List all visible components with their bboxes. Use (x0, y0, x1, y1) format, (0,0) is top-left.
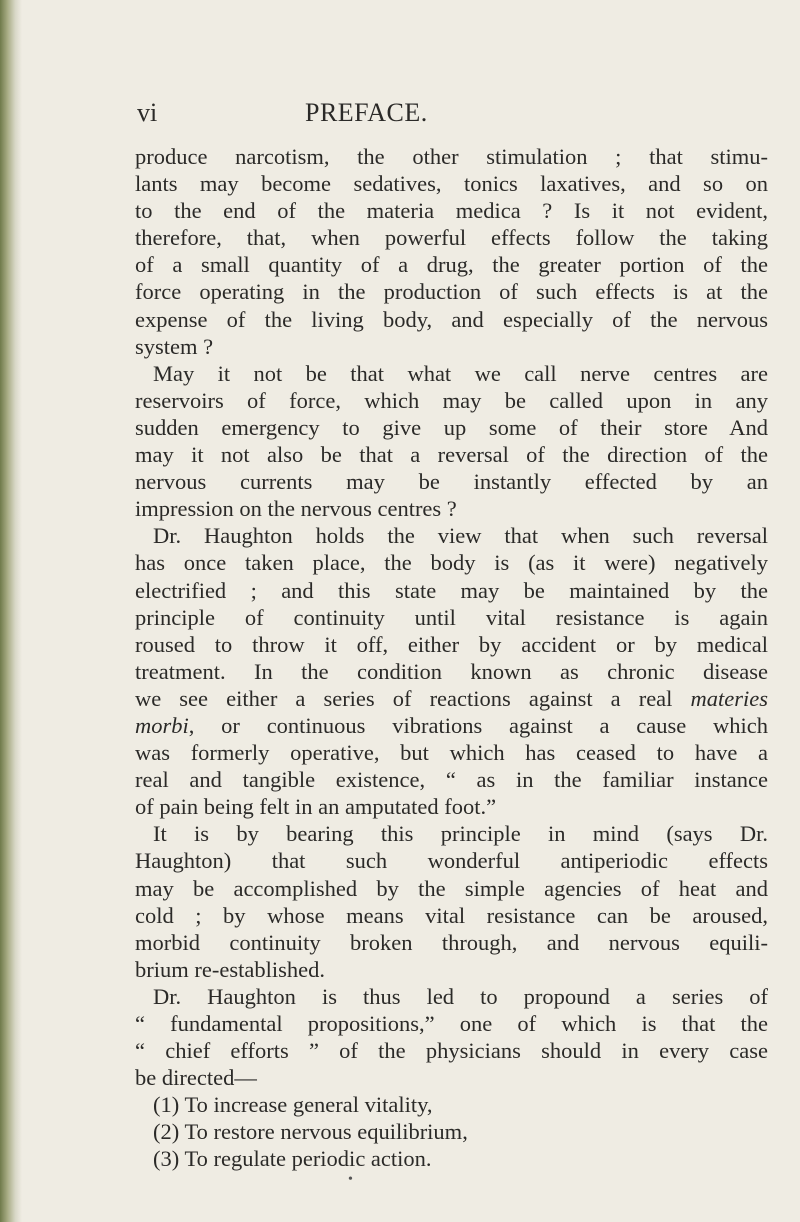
text-line: It is by bearing this principle in mind (says Dr. (153, 821, 768, 847)
text-line: system ? (135, 333, 214, 359)
text-line: to the end of the materia medica ? Is it not evident, (135, 198, 768, 224)
text-line: (1) To increase general vitality, (153, 1092, 433, 1118)
text-line: “ fundamental propositions,” one of which is that the (135, 1011, 768, 1036)
text-line: produce narcotism, the other stimulation ; that stimu- (135, 144, 768, 169)
text-line: Dr. Haughton is thus led to propound a series of (153, 983, 768, 1009)
page-binding-edge (0, 0, 22, 1222)
text-line: electrified ; and this state may be maintained by the (135, 577, 768, 603)
text-line: brium re-established. (135, 956, 325, 982)
text-line: Dr. Haughton holds the view that when such reversal (153, 523, 768, 549)
page-header (135, 98, 768, 132)
page-number: vi (137, 98, 158, 127)
text-line: force operating in the production of such effects is at the (135, 279, 768, 305)
text-line: impression on the nervous centres ? (135, 496, 457, 522)
text-line: (3) To regulate periodic action. (153, 1146, 432, 1172)
text-line: be directed— (135, 1065, 257, 1091)
text-line: we see either a series of reactions against a real materies (135, 685, 768, 711)
text-line: may be accomplished by the simple agencies of heat and (135, 875, 768, 901)
text-line: treatment. In the condition known as chronic disease (135, 658, 768, 684)
text-line: of a small quantity of a drug, the greater portion of the (135, 252, 768, 278)
text-line: principle of continuity until vital resistance is again (135, 604, 768, 630)
text-line: has once taken place, the body is (as it were) negatively (135, 550, 768, 576)
text-line: morbi, or continuous vibrations against a cause which (135, 712, 768, 738)
text-line: therefore, that, when powerful effects follow the taking (135, 225, 768, 251)
text-line: Haughton) that such wonderful antiperiodic effects (135, 848, 768, 874)
body-text (135, 143, 768, 1173)
text-line: roused to throw it off, either by accident or by medical (135, 631, 768, 657)
text-line: lants may become sedatives, tonics laxatives, and so on (135, 171, 768, 197)
text-line: reservoirs of force, which may be called upon in any (135, 387, 768, 413)
text-line: cold ; by whose means vital resistance can be aroused, (135, 902, 768, 928)
text-line: of pain being felt in an amputated foot.” (135, 794, 497, 820)
text-line: expense of the living body, and especially of the nervous (135, 306, 768, 332)
text-line: nervous currents may be instantly effected by an (135, 469, 768, 495)
text-line: (2) To restore nervous equilibrium, (153, 1119, 468, 1145)
printer-mark: • (348, 1172, 353, 1187)
text-line: May it not be that what we call nerve centres are (153, 360, 768, 386)
text-line: may it not also be that a reversal of the direction of the (135, 442, 768, 468)
running-title: PREFACE. (305, 98, 428, 127)
text-line: “ chief efforts ” of the physicians should in every case (135, 1038, 768, 1064)
text-line: was formerly operative, but which has ceased to have a (135, 740, 768, 766)
text-line: real and tangible existence, “ as in the familiar instance (135, 767, 768, 793)
text-line: sudden emergency to give up some of their store And (135, 414, 768, 440)
text-line: morbid continuity broken through, and nervous equili- (135, 929, 768, 955)
